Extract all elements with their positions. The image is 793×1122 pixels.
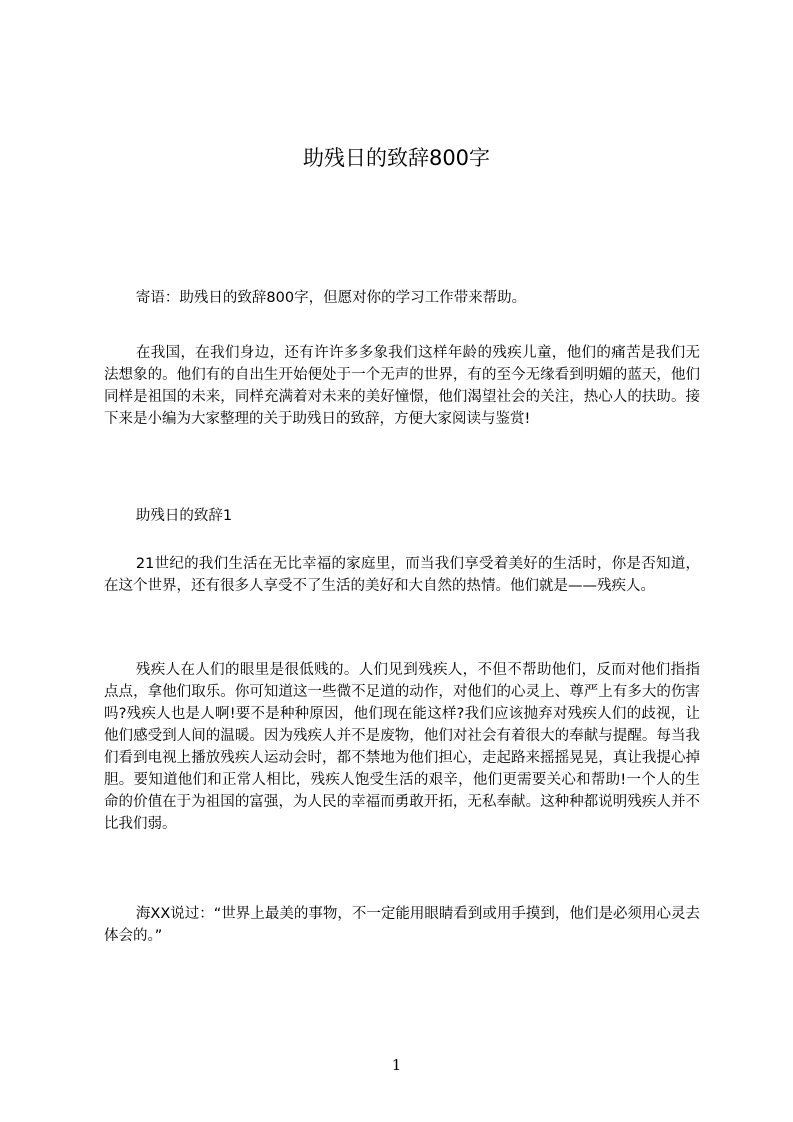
document-title: 助残日的致辞800字 <box>302 146 491 170</box>
paragraph-1: 在我国，在我们身边，还有许许多多象我们这样年龄的残疾儿童，他们的痛苦是我们无法想象的。他们有的自出生开始便处于一个无声的世界，有的至今无缘看到明媚的蓝天，他们同样是祖国的未来，同样充满着对未来的美好憧憬，他们渴望社会的关注，热心人的扶助。接下来是小编为大家整理的关于助残日的致辞，方便大家阅读与鉴赏! <box>104 345 700 427</box>
page-number: 1 <box>391 1056 402 1074</box>
intro-paragraph: 寄语：助残日的致辞800字，但愿对你的学习工作带来帮助。 <box>135 290 527 306</box>
paragraph-4: 海XX说过：“世界上最美的事物，不一定能用眼睛看到或用手摸到，他们是必须用心灵去体会的。” <box>104 906 700 944</box>
paragraph-2: 21世纪的我们生活在无比幸福的家庭里，而当我们享受着美好的生活时，你是否知道，在这个世界，还有很多人享受不了生活的美好和大自然的热情。他们就是——残疾人。 <box>104 556 700 594</box>
section-heading: 助残日的致辞1 <box>135 508 233 524</box>
paragraph-3: 残疾人在人们的眼里是很低贱的。人们见到残疾人，不但不帮助他们，反而对他们指指点点，拿他们取乐。你可知道这一些微不足道的动作，对他们的心灵上、尊严上有多大的伤害吗?残疾人也是人啊!要不是种种原因，他们现在能这样?我们应该抛弃对残疾人们的歧视，让他们感受到人间的温暖。因为残疾人并不是废物，他们对社会有着很大的奉献与提醒。每当我们看到电视上播放残疾人运动会时，都不禁地为他们担心，走起路来摇摇晃晃，真让我提心掉胆。要知道他们和正常人相比，残疾人饱受生活的艰辛，他们更需要关心和帮助!一个人的生命的价值在于为祖国的富强，为人民的幸福而勇敢开拓，无私奉献。这种种都说明残疾人并不比我们弱。 <box>104 662 700 832</box>
